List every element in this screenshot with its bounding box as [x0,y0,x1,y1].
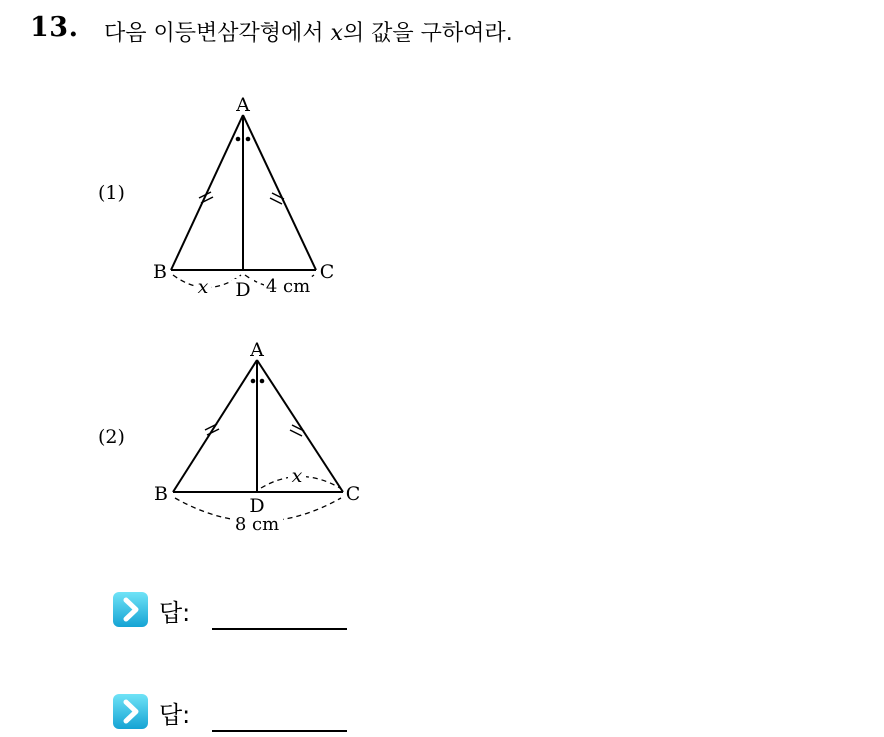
fig2-vertex-b: B [154,483,168,505]
fig1-vertex-b: B [153,261,167,283]
fig2-vertex-d: D [249,495,265,517]
fig1-vertex-a: A [236,94,250,116]
fig2-tick-marks [205,424,304,436]
chevron-right-icon [112,693,149,730]
answer-row-1 [112,591,352,631]
chevron-right-icon [112,591,149,628]
question-variable: x [330,21,343,46]
question-text-after: 의 값을 구하여라. [342,21,513,46]
question-text-before: 다음 이등변삼각형에서 [104,21,331,46]
answer-label-1: 답: [159,599,191,627]
fig2-side-ab [173,360,257,492]
answer-label-2: 답: [159,701,191,729]
fig2-label-x: x [291,465,303,487]
fig1-label-x: x [197,276,209,298]
answer-blank-2[interactable] [212,730,347,732]
fig1-vertex-d: D [235,279,251,301]
fig2-label-given: 8 cm [234,514,280,535]
fig2-vertex-c: C [345,483,361,505]
figure-1-label: (1) [98,182,125,204]
figure-2-label: (2) [98,426,125,448]
question-number: 13. [30,12,79,43]
fig2-vertex-a: A [250,339,264,361]
answer-row-2 [112,693,352,733]
fig1-label-given: 4 cm [265,276,311,297]
fig1-vertex-c: C [319,261,335,283]
answer-blank-1[interactable] [212,628,347,630]
